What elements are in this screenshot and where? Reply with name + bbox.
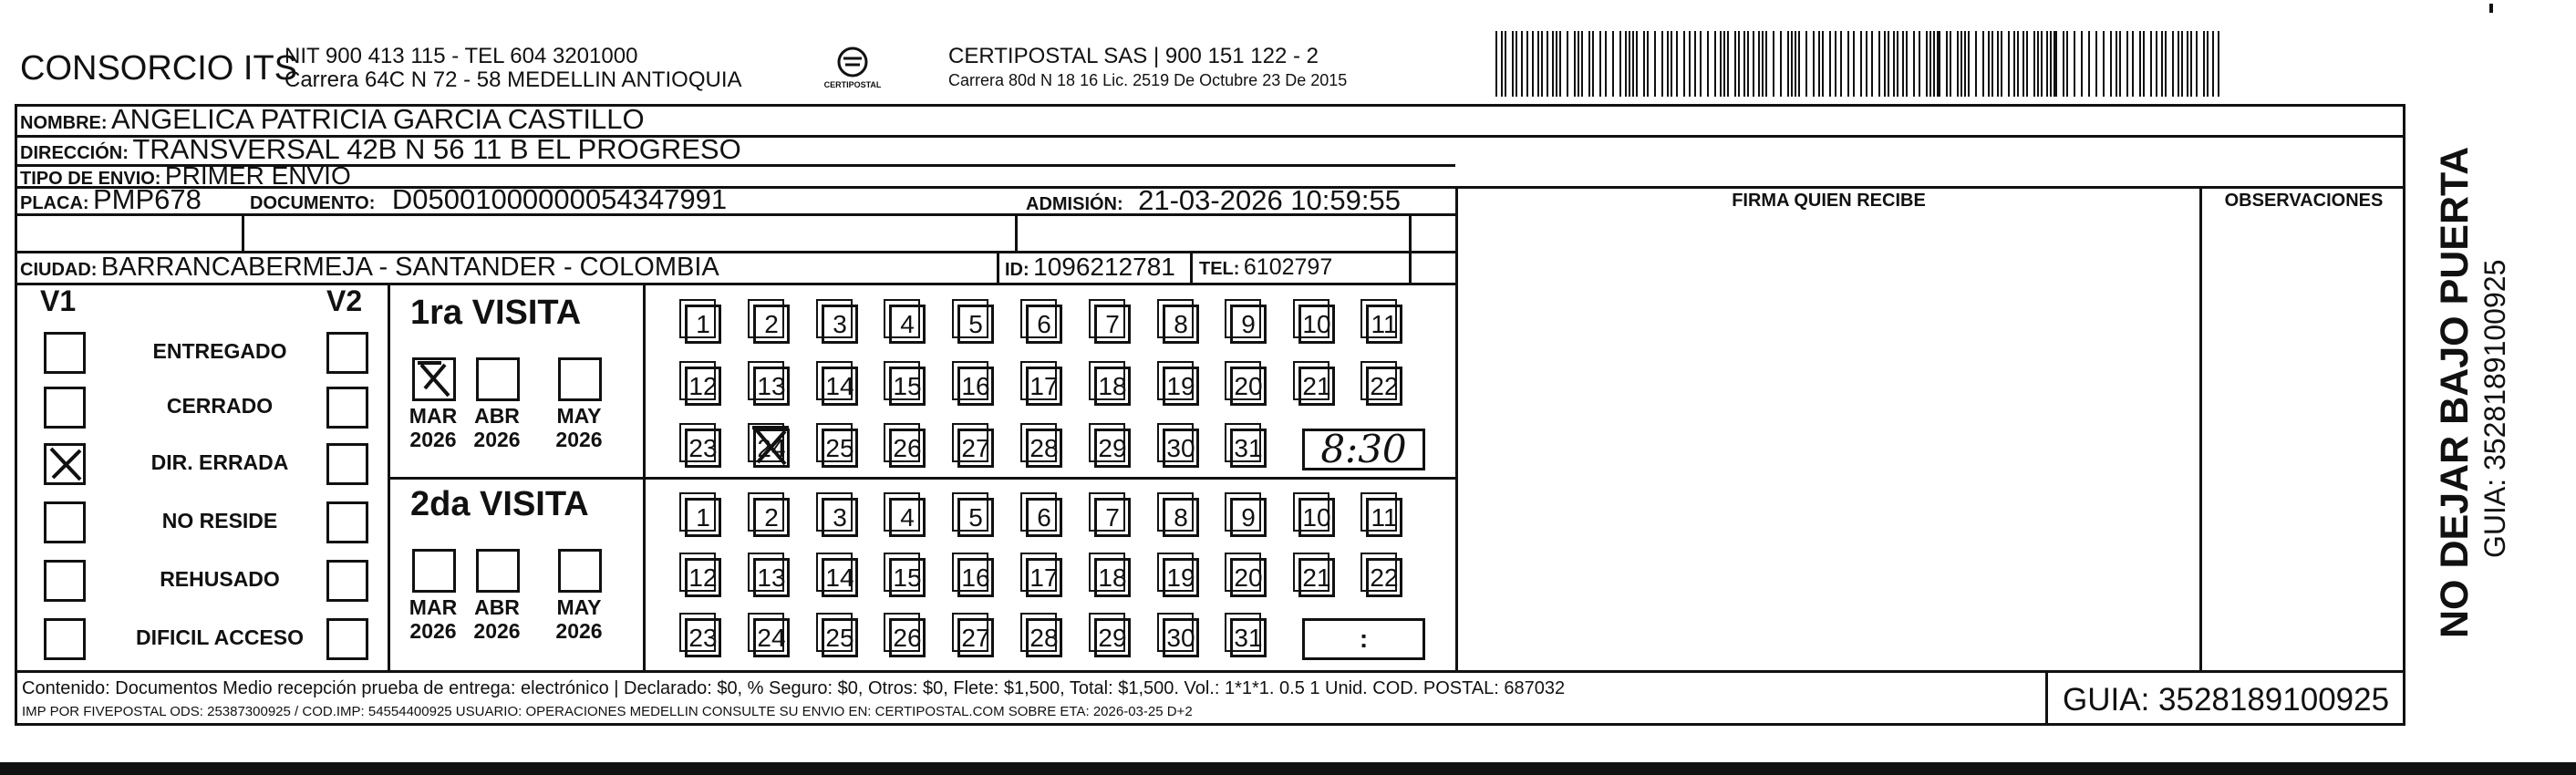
documento-value: D05001000000054347991: [391, 183, 728, 215]
ciudad-value: BARRANCABERMEJA - SANTANDER - COLOMBIA: [100, 253, 719, 282]
certipostal-logo-icon: [825, 40, 880, 95]
admision-label: ADMISIÓN:: [1026, 194, 1123, 214]
visit2-month-label: ABR: [474, 595, 520, 619]
side-text-warning: NO DEJAR BAJO PUERTA: [2433, 146, 2477, 638]
visit2-day-box[interactable]: 10: [1298, 498, 1335, 537]
tel-value: 6102797: [1243, 254, 1333, 280]
corner-mark: [2489, 4, 2493, 13]
id-label: ID:: [1005, 260, 1029, 280]
visit2-year-label: 2026: [409, 619, 457, 643]
visit1-day-box[interactable]: 10: [1298, 305, 1335, 344]
firma-header: FIRMA QUIEN RECIBE: [1732, 191, 1926, 211]
v2-checkbox[interactable]: [326, 387, 368, 429]
direccion-value: TRANSVERSAL 42B N 56 11 B EL PROGRESO: [132, 133, 741, 165]
visit1-day-box[interactable]: 1: [685, 305, 721, 344]
visit1-day-box[interactable]: 17: [1026, 367, 1062, 406]
visit1-day-box[interactable]: 29: [1094, 429, 1131, 468]
visit1-year-label: 2026: [555, 428, 603, 451]
footer-line1: Contenido: Documentos Medio recepción prueba de entrega: electrónico | Declarado: $0, % Seguro: $0, Otros: $0, Flete: $1,500, Total: $1,500. Vol.: 1*1*1. 0.5 1 Unid. COD. POSTAL: 687032: [22, 678, 1566, 698]
visit2-day-box[interactable]: 4: [889, 498, 926, 537]
check-mark-icon: [749, 424, 794, 470]
visit2-day-box[interactable]: 9: [1230, 498, 1267, 537]
visit2-day-box[interactable]: 1: [685, 498, 721, 537]
documento-label: DOCUMENTO:: [250, 193, 376, 213]
visit2-day-box[interactable]: 14: [822, 558, 858, 597]
company-info-line1: NIT 900 413 115 - TEL 604 3201000: [284, 44, 638, 68]
visit2-day-box[interactable]: 28: [1026, 618, 1062, 657]
visit1-month-box[interactable]: [558, 357, 602, 401]
visit2-year-label: 2026: [473, 619, 521, 643]
visit1-title: 1ra VISITA: [410, 294, 582, 332]
visit2-day-box[interactable]: 17: [1026, 558, 1062, 597]
visit2-month-box[interactable]: [412, 549, 456, 593]
visit1-year-label: 2026: [473, 428, 521, 451]
visit2-day-box[interactable]: 20: [1230, 558, 1267, 597]
v1-checkbox[interactable]: [44, 560, 86, 602]
check-mark-icon: [412, 357, 456, 401]
visit1-month-label: ABR: [474, 404, 520, 428]
status-label: CERRADO: [166, 394, 274, 418]
company-name: CONSORCIO ITS: [20, 49, 298, 88]
check-mark-icon: [44, 443, 86, 485]
v1-header: V1: [40, 284, 77, 317]
visit1-day-box[interactable]: 11: [1366, 305, 1402, 344]
visit1-year-label: 2026: [409, 428, 457, 451]
visit1-month-label: MAR: [409, 404, 458, 428]
visit1-day-box[interactable]: 5: [957, 305, 994, 344]
visit2-day-box[interactable]: 16: [957, 558, 994, 597]
v2-header: V2: [326, 284, 363, 317]
footer-guia: GUIA: 3528189100925: [2063, 682, 2390, 718]
visit1-day-box[interactable]: 26: [889, 429, 926, 468]
visit1-day-box[interactable]: 4: [889, 305, 926, 344]
visit1-day-box[interactable]: 23: [685, 429, 721, 468]
visit1-day-box[interactable]: 9: [1230, 305, 1267, 344]
visit1-day-box[interactable]: 3: [822, 305, 858, 344]
visit1-month-box[interactable]: [412, 357, 456, 401]
tipo-envio-value: PRIMER ENVIO: [164, 161, 351, 190]
status-label: REHUSADO: [160, 567, 280, 591]
ciudad-label: CIUDAD:: [20, 260, 98, 280]
visit2-day-box[interactable]: 2: [753, 498, 790, 537]
visit2-day-box[interactable]: 12: [685, 558, 721, 597]
visit1-day-box[interactable]: 8: [1163, 305, 1199, 344]
v1-checkbox[interactable]: [44, 443, 86, 485]
visit1-day-box[interactable]: 2: [753, 305, 790, 344]
v2-checkbox[interactable]: [326, 443, 368, 485]
v1-checkbox[interactable]: [44, 618, 86, 660]
visit2-month-label: MAR: [409, 595, 458, 619]
visit2-day-box[interactable]: 26: [889, 618, 926, 657]
visit2-day-box[interactable]: 23: [685, 618, 721, 657]
bottom-edge: [0, 762, 2576, 775]
barcode: [1495, 31, 2225, 97]
visit2-day-box[interactable]: 7: [1094, 498, 1131, 537]
visit1-day-box[interactable]: 30: [1163, 429, 1199, 468]
visit1-day-box[interactable]: 13: [753, 367, 790, 406]
v1-checkbox[interactable]: [44, 332, 86, 374]
status-label: NO RESIDE: [161, 509, 278, 532]
footer-line2: IMP POR FIVEPOSTAL ODS: 25387300925 / COD.IMP: 54554400925 USUARIO: OPERACIONES MEDELLIN CONSULTE SU ENVIO EN: CERTIPOSTAL.COM SOBRE ETA: 2026-03-25 D+2: [22, 704, 1193, 719]
direccion-label: DIRECCIÓN:: [20, 143, 129, 163]
visit1-day-box[interactable]: 25: [822, 429, 858, 468]
visit2-month-box[interactable]: [476, 549, 520, 593]
visit1-day-box[interactable]: 6: [1026, 305, 1062, 344]
visit2-day-box[interactable]: 18: [1094, 558, 1131, 597]
nombre-value: ANGELICA PATRICIA GARCIA CASTILLO: [111, 103, 645, 135]
visit2-day-box[interactable]: 31: [1230, 618, 1267, 657]
visit1-day-box[interactable]: 7: [1094, 305, 1131, 344]
visit2-day-box[interactable]: 21: [1298, 558, 1335, 597]
firma-area[interactable]: [1461, 217, 2196, 667]
visit1-day-box[interactable]: 20: [1230, 367, 1267, 406]
company-info-line2: Carrera 64C N 72 - 58 MEDELLIN ANTIOQUIA: [284, 67, 742, 92]
admision-value: 21-03-2026 10:59:55: [1138, 184, 1401, 216]
visit2-year-label: 2026: [555, 619, 603, 643]
v2-checkbox[interactable]: [326, 332, 368, 374]
visit1-day-box[interactable]: 19: [1163, 367, 1199, 406]
visit1-day-box[interactable]: 24: [753, 429, 790, 468]
visit2-day-box[interactable]: 3: [822, 498, 858, 537]
visit2-month-box[interactable]: [558, 549, 602, 593]
side-text-guia: GUIA: 3528189100925: [2478, 259, 2511, 558]
v1-checkbox[interactable]: [44, 501, 86, 543]
visit1-day-box[interactable]: 27: [957, 429, 994, 468]
visit2-day-box[interactable]: 13: [753, 558, 790, 597]
v2-checkbox[interactable]: [326, 618, 368, 660]
visit1-day-box[interactable]: 16: [957, 367, 994, 406]
visit2-day-box[interactable]: 15: [889, 558, 926, 597]
courier-info-line1: CERTIPOSTAL SAS | 900 151 122 - 2: [948, 44, 1319, 68]
placa-label: PLACA:: [20, 193, 89, 213]
visit1-day-box[interactable]: 12: [685, 367, 721, 406]
visit2-day-box[interactable]: 22: [1366, 558, 1402, 597]
visit1-month-label: MAY: [556, 404, 602, 428]
visit2-time-box[interactable]: :: [1302, 618, 1425, 660]
visit2-day-box[interactable]: 25: [822, 618, 858, 657]
v2-checkbox[interactable]: [326, 501, 368, 543]
v1-checkbox[interactable]: [44, 387, 86, 429]
visit2-day-box[interactable]: 27: [957, 618, 994, 657]
tipo-envio-label: TIPO DE ENVIO:: [20, 169, 161, 189]
placa-value: PMP678: [93, 183, 202, 215]
observaciones-header: OBSERVACIONES: [2224, 191, 2384, 211]
visit2-day-box[interactable]: 29: [1094, 618, 1131, 657]
visit1-day-box[interactable]: 15: [889, 367, 926, 406]
v2-checkbox[interactable]: [326, 560, 368, 602]
visit1-day-box[interactable]: 18: [1094, 367, 1131, 406]
visit2-day-box[interactable]: 11: [1366, 498, 1402, 537]
visit2-month-label: MAY: [556, 595, 602, 619]
status-label: ENTREGADO: [152, 339, 287, 363]
visit2-day-box[interactable]: 5: [957, 498, 994, 537]
id-value: 1096212781: [1033, 253, 1175, 281]
visit2-day-box[interactable]: 8: [1163, 498, 1199, 537]
visit1-day-box[interactable]: 21: [1298, 367, 1335, 406]
visit1-time-box[interactable]: 8:30: [1302, 429, 1425, 470]
visit2-day-box[interactable]: 6: [1026, 498, 1062, 537]
visit1-day-box[interactable]: 28: [1026, 429, 1062, 468]
visit2-day-box[interactable]: 24: [753, 618, 790, 657]
visit1-month-box[interactable]: [476, 357, 520, 401]
visit1-day-box[interactable]: 14: [822, 367, 858, 406]
status-label: DIR. ERRADA: [150, 450, 289, 474]
courier-info-line2: Carrera 80d N 18 16 Lic. 2519 De Octubre 23 De 2015: [948, 71, 1348, 89]
visit2-title: 2da VISITA: [410, 485, 589, 523]
visit2-day-box[interactable]: 19: [1163, 558, 1199, 597]
visit1-day-box[interactable]: 31: [1230, 429, 1267, 468]
logo-text: CERTIPOSTAL: [823, 80, 882, 89]
nombre-label: NOMBRE:: [20, 113, 108, 133]
visit2-day-box[interactable]: 30: [1163, 618, 1199, 657]
observaciones-area[interactable]: [2205, 217, 2402, 667]
status-label: DIFICIL ACCESO: [135, 625, 304, 649]
tel-label: TEL:: [1199, 259, 1240, 279]
visit1-day-box[interactable]: 22: [1366, 367, 1402, 406]
